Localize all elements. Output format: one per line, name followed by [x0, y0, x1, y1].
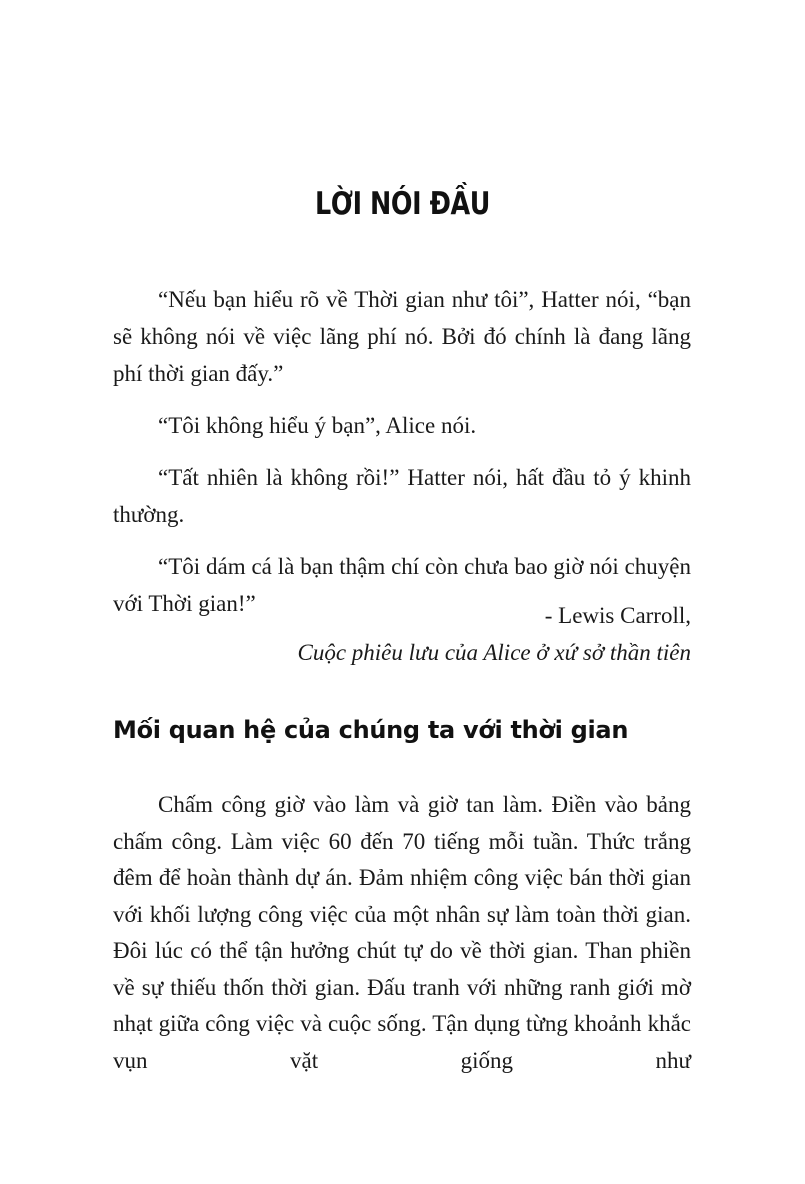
attribution-book-title: Cuộc phiêu lưu của Alice ở xứ sở thần tiên — [297, 640, 691, 665]
epigraph-paragraph: “Nếu bạn hiểu rõ về Thời gian như tôi”, Hatter nói, “bạn sẽ không nói về việc lãng phí nó. Bởi đó chính là đang lãng phí thời gian đấy.” — [113, 287, 691, 386]
epigraph-attribution — [113, 597, 691, 671]
epigraph-paragraph: “Tôi dám cá là bạn thậm chí còn chưa bao giờ nói chuyện với Thời gian!” — [113, 554, 691, 616]
epigraph — [113, 281, 691, 637]
chapter-title: LỜI NÓI ĐẦU — [314, 186, 491, 222]
attribution-author: - Lewis Carroll, — [544, 603, 691, 628]
epigraph-paragraph: “Tôi không hiểu ý bạn”, Alice nói. — [158, 413, 477, 438]
body-paragraph: Chấm công giờ vào làm và giờ tan làm. Điền vào bảng chấm công. Làm việc 60 đến 70 tiếng mỗi tuần. Thức trắng đêm để hoàn thành dự án. Đảm nhiệm công việc bán thời gian với khối lượng công việc của một nhân sự làm toàn thời gian. Đôi lúc có thể tận hưởng chút tự do về thời gian. Than phiền về sự thiếu thốn thời gian. Đấu tranh với những ranh giới mờ nhạt giữa công việc và cuộc sống. Tận dụng từng khoảnh khắc vụn vặt giống như — [113, 792, 691, 1073]
section-heading: Mối quan hệ của chúng ta với thời gian — [113, 716, 629, 744]
epigraph-paragraph: “Tất nhiên là không rồi!” Hatter nói, hất đầu tỏ ý khinh thường. — [113, 465, 691, 527]
